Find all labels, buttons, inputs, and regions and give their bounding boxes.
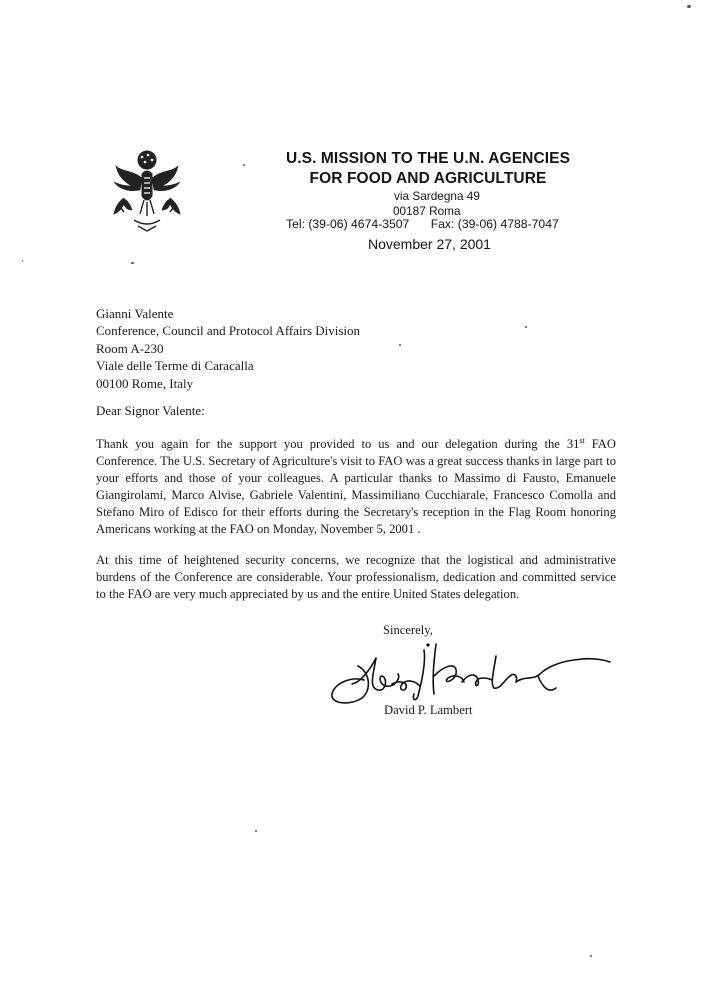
recipient-name: Gianni Valente [96, 306, 174, 321]
letterhead-city: 00187 Roma [393, 204, 461, 218]
scan-speck [687, 5, 691, 8]
scan-speck [22, 260, 23, 262]
scan-speck [243, 164, 245, 166]
scan-speck [590, 955, 592, 957]
scan-speck [399, 344, 401, 346]
closing: Sincerely, [383, 623, 433, 637]
recipient-street: Viale delle Terme di Caracalla [96, 358, 254, 374]
letterhead-tel: Tel: (39-06) 4674-3507 [286, 217, 410, 231]
recipient-room: Room A-230 [96, 340, 164, 356]
recipient-city: 00100 Rome, Italy [96, 375, 194, 391]
ordinal-suffix: st [579, 435, 585, 445]
recipient-division: Conference, Council and Protocol Affairs Division [96, 323, 361, 339]
letterhead-title-line1: U.S. MISSION TO THE U.N. AGENCIES [285, 150, 571, 167]
us-eagle-seal-icon [104, 148, 190, 234]
letter-date: November 27, 2001 [368, 236, 491, 252]
letterhead-title-line2: FOR FOOD AND AGRICULTURE [309, 170, 547, 187]
salutation: Dear Signor Valente: [96, 403, 205, 418]
letterhead-fax: Fax: (39-06) 4788-7047 [430, 217, 559, 231]
letterhead [262, 149, 594, 252]
body-paragraph-2: At this time of heightened security concerns, we recognize that the logistical and administrative burdens of the Conference are considerable. Your professionalism, dedication and committed service to the FAO are very much appreciated by us and the entire United States delegation. [96, 553, 616, 601]
body-paragraph-1-end: FAO Conference. The U.S. Secretary of Agriculture's visit to FAO was a great success thanks in large part to your efforts and those of your colleagues. A particular thanks to Massimo di Fausto, Emanuele Giangirolami, Marco Alvise, Gabriele Valentini, Massimiliano Cucchiarale, Francesco Comolla and Stefano Miro of Edisco for their efforts during the Secretary's reception in the Flag Room honoring Americans working at the FAO on Monday, November 5, 2001 . [96, 437, 616, 536]
scan-speck [525, 326, 527, 328]
scan-speck [255, 830, 257, 832]
letterhead-street: via Sardegna 49 [394, 189, 480, 203]
recipient-address [96, 305, 360, 392]
body-paragraph-1-start: Thank you again for the support you provided to us and our delegation during the 31 [96, 437, 580, 451]
handwritten-signature [328, 636, 618, 708]
scan-speck [131, 262, 134, 264]
signer-name: David P. Lambert [384, 703, 473, 717]
body-paragraph-1 [96, 436, 616, 537]
letterhead-contact [286, 217, 559, 231]
